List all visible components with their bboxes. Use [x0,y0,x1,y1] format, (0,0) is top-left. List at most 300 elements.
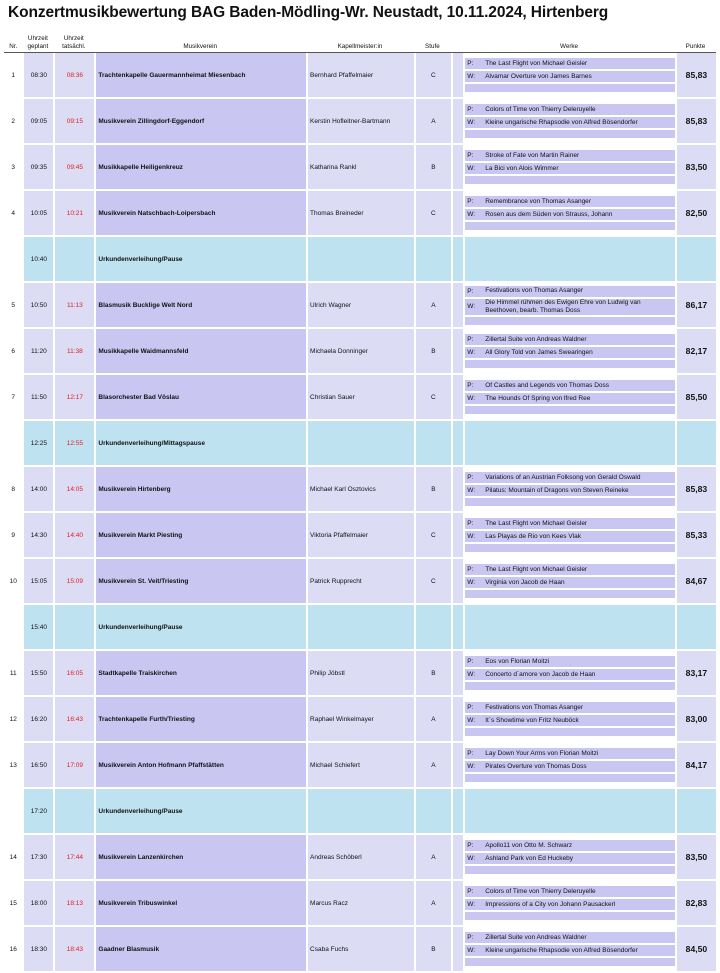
empty-cell [306,237,414,283]
row-nr: 8 [4,467,22,513]
werke-cell [463,927,675,973]
werk-pflicht-text: Colors of Time von Thierry Deleruyelle [485,105,596,113]
werk-pflicht-text: Apollo11 von Otto M. Schwarz [485,841,573,849]
werk-label-w: W: [467,855,476,862]
stufe: A [414,835,451,881]
punkte: 85,83 [675,467,716,513]
empty-cell [414,605,451,651]
werk-label-p: P: [467,287,474,295]
kapellmeister: Christian Sauer [306,375,414,421]
label-column [451,99,463,145]
label-column [451,835,463,881]
werke-cell [463,53,675,99]
musikverein: Musikverein Natschbach-Loipersbach [94,191,306,237]
table-row [4,559,716,605]
row-nr: 4 [4,191,22,237]
time-actual [53,237,94,283]
werk-label-w: W: [467,73,476,80]
werk-wahl [465,669,675,680]
werke-cell [463,145,675,191]
header-kapellmeister: Kapellmeister:in [306,30,414,53]
musikverein: Musikverein Tribuswinkel [94,881,306,927]
header-musikverein: Musikverein [94,30,306,53]
werk-pflicht-text: The Last Flight von Michael Geisler [485,519,588,527]
label-column [451,513,463,559]
table-row [4,283,716,329]
werk-wahl-text: The Hounds Of Spring von lfred Ree [485,394,591,402]
time-actual: 17:44 [53,835,94,881]
musikverein: Musikverein Anton Hofmann Pfaffstätten [94,743,306,789]
werk-label-p: P: [467,60,474,67]
werk-label-w: W: [467,947,476,954]
werk-pflicht [465,702,675,713]
punkte: 86,17 [675,283,716,329]
kapellmeister: Viktoria Pfaffelmaier [306,513,414,559]
row-nr: 10 [4,559,22,605]
pause-row [4,789,716,835]
kapellmeister: Michael Karl Osztovics [306,467,414,513]
label-column [451,145,463,191]
kapellmeister: Marcus Racz [306,881,414,927]
time-planned: 11:20 [22,329,53,375]
kapellmeister: Patrick Rupprecht [306,559,414,605]
werke-cell [463,329,675,375]
row-nr: 14 [4,835,22,881]
werk-pflicht [465,58,675,69]
time-actual: 08:36 [53,53,94,99]
kapellmeister: Philip Jöbstl [306,651,414,697]
werk-label-p: P: [467,658,474,665]
time-actual [53,789,94,835]
stufe: A [414,697,451,743]
werk-pflicht-text: The Last Flight von Michael Geisler [485,565,588,573]
werk-label-w: W: [467,533,476,540]
empty-cell [306,421,414,467]
empty-cell [414,421,451,467]
werk-wahl-text: Rosen aus dem Süden von Strauss, Johann [485,210,613,218]
table-row [4,835,716,881]
empty-cell [451,237,463,283]
kapellmeister: Raphael Winkelmayer [306,697,414,743]
werk-pflicht [465,286,675,297]
werk-label-w: W: [467,487,476,494]
werk-wahl [465,163,675,174]
label-column [451,283,463,329]
label-column [451,881,463,927]
pause-row [4,237,716,283]
werk-wahl [465,899,675,910]
punkte: 85,33 [675,513,716,559]
musikverein: Stadtkapelle Traiskirchen [94,651,306,697]
stufe: A [414,743,451,789]
time-actual: 16:43 [53,697,94,743]
werk-spacer [465,728,675,736]
werk-pflicht [465,748,675,759]
time-actual [53,605,94,651]
time-actual: 09:15 [53,99,94,145]
empty-cell [451,789,463,835]
time-planned: 09:35 [22,145,53,191]
results-table [4,30,716,973]
stufe: A [414,99,451,145]
werk-pflicht-text: Festivations von Thomas Asanger [485,703,584,711]
werk-pflicht-text: Festivations von Thomas Asanger [485,287,584,294]
label-column [451,467,463,513]
musikverein: Musikverein Zillingdorf-Eggendorf [94,99,306,145]
time-planned: 17:20 [22,789,53,835]
row-nr [4,421,22,467]
werk-wahl [465,531,675,542]
table-header-row [4,30,716,53]
table-row [4,191,716,237]
werk-label-p: P: [467,336,474,343]
time-planned: 16:20 [22,697,53,743]
werke-cell [463,99,675,145]
werk-wahl-text: Kleine ungarische Rhapsodie von Alfred Bösendorfer [485,946,638,954]
kapellmeister: Kerstin Hofleitner-Bartmann [306,99,414,145]
stufe: C [414,53,451,99]
row-nr: 7 [4,375,22,421]
row-nr [4,789,22,835]
empty-cell [675,237,716,283]
punkte: 84,67 [675,559,716,605]
musikverein: Musikkapelle Waidmannsfeld [94,329,306,375]
werk-label-w: W: [467,165,476,172]
werk-pflicht-text: Stroke of Fate von Martin Rainer [485,151,580,159]
table-row [4,697,716,743]
werke-cell [463,283,675,329]
empty-cell [675,605,716,651]
werk-pflicht [465,564,675,575]
time-actual: 12:17 [53,375,94,421]
empty-cell [463,421,675,467]
werk-wahl [465,715,675,726]
kapellmeister: Michael Schiefert [306,743,414,789]
time-actual: 09:45 [53,145,94,191]
row-nr: 16 [4,927,22,973]
table-row [4,53,716,99]
pause-label: Urkundenverleihung/Mittagspause [94,421,306,467]
punkte: 82,50 [675,191,716,237]
werk-wahl [465,761,675,772]
time-planned: 12:25 [22,421,53,467]
row-nr: 9 [4,513,22,559]
werke-cell [463,651,675,697]
werk-pflicht-text: Remembrance von Thomas Asanger [485,197,591,205]
empty-cell [451,605,463,651]
row-nr: 5 [4,283,22,329]
time-planned: 10:40 [22,237,53,283]
punkte: 85,83 [675,53,716,99]
stufe: C [414,559,451,605]
label-column [451,697,463,743]
stufe: A [414,881,451,927]
pause-row [4,421,716,467]
werk-pflicht [465,150,675,161]
time-actual: 14:05 [53,467,94,513]
werk-pflicht [465,518,675,529]
werk-label-p: P: [467,106,474,113]
label-column [451,743,463,789]
label-column [451,53,463,99]
werk-label-w: W: [467,717,476,724]
header-geplant: Uhrzeit geplant [22,30,53,53]
werk-pflicht-text: Zillertal Suite von Andreas Waldner [485,933,587,941]
time-planned: 10:50 [22,283,53,329]
musikverein: Musikverein Markt Piesting [94,513,306,559]
time-actual: 15:09 [53,559,94,605]
time-planned: 15:40 [22,605,53,651]
werk-wahl-text: La Bici von Alois Wimmer [485,164,559,172]
musikverein: Musikverein St. Veit/Triesting [94,559,306,605]
kapellmeister: Ulrich Wagner [306,283,414,329]
row-nr [4,237,22,283]
row-nr: 2 [4,99,22,145]
pause-row [4,605,716,651]
stufe: A [414,283,451,329]
werke-cell [463,835,675,881]
musikverein: Musikkapelle Heiligenkreuz [94,145,306,191]
werk-wahl [465,71,675,82]
werk-spacer [465,498,675,506]
werk-pflicht-text: Colors of Time von Thierry Deleruyelle [485,887,596,895]
musikverein: Gaadner Blasmusik [94,927,306,973]
werk-label-p: P: [467,152,474,159]
table-row [4,513,716,559]
punkte: 83,50 [675,145,716,191]
werk-spacer [465,544,675,552]
musikverein: Musikverein Hirtenberg [94,467,306,513]
werke-cell [463,697,675,743]
punkte: 82,83 [675,881,716,927]
musikverein: Blasorchester Bad Vöslau [94,375,306,421]
time-actual: 12:55 [53,421,94,467]
werke-cell [463,513,675,559]
werk-spacer [465,130,675,138]
werk-label-p: P: [467,842,474,849]
time-actual: 14:40 [53,513,94,559]
werk-wahl-text: Ashland Park von Ed Huckeby [485,854,574,862]
werk-spacer [465,176,675,184]
werk-pflicht [465,196,675,207]
werke-cell [463,467,675,513]
time-planned: 10:05 [22,191,53,237]
empty-cell [675,789,716,835]
stufe: B [414,651,451,697]
werk-label-p: P: [467,934,474,941]
time-planned: 15:05 [22,559,53,605]
row-nr: 11 [4,651,22,697]
werk-wahl [465,485,675,496]
header-nr: Nr. [4,30,22,53]
kapellmeister: Michaela Donninger [306,329,414,375]
werk-pflicht-text: The Last Flight von Michael Geisler [485,59,588,67]
werk-pflicht [465,656,675,667]
werk-label-p: P: [467,566,474,573]
empty-cell [414,789,451,835]
werk-spacer [465,590,675,598]
empty-cell [463,237,675,283]
pause-label: Urkundenverleihung/Pause [94,605,306,651]
werk-label-w: W: [467,211,476,218]
werke-cell [463,881,675,927]
empty-cell [463,605,675,651]
table-row [4,743,716,789]
werk-spacer [465,912,675,920]
pause-label: Urkundenverleihung/Pause [94,789,306,835]
table-row [4,651,716,697]
table-body [4,53,716,973]
time-planned: 09:05 [22,99,53,145]
werk-wahl-text: Pirates Overture von Thomas Doss [485,762,587,770]
time-actual: 16:05 [53,651,94,697]
empty-cell [306,789,414,835]
werk-pflicht [465,840,675,851]
header-werke: Werke [463,30,675,53]
werk-spacer [465,958,675,966]
header-punkte: Punkte [675,30,716,53]
kapellmeister: Csaba Fuchs [306,927,414,973]
stufe: C [414,191,451,237]
werk-wahl [465,393,675,404]
werk-pflicht-text: Eos von Florian Moitzi [485,657,550,665]
werk-wahl [465,347,675,358]
table-row [4,145,716,191]
empty-cell [414,237,451,283]
werk-label-w: W: [467,671,476,678]
table-row [4,927,716,973]
werk-label-p: P: [467,888,474,895]
werk-label-p: P: [467,520,474,527]
page-title: Konzertmusikbewertung BAG Baden-Mödling-Wr. Neustadt, 10.11.2024, Hirtenberg [8,4,609,21]
werk-pflicht [465,932,675,943]
punkte: 83,00 [675,697,716,743]
werke-cell [463,743,675,789]
werk-label-w: W: [467,119,476,126]
werk-spacer [465,84,675,92]
table-row [4,881,716,927]
werk-wahl-text: It´s Showtime von Fritz Neuböck [485,716,579,724]
werk-pflicht [465,472,675,483]
werk-label-w: W: [467,579,476,586]
row-nr: 1 [4,53,22,99]
werk-pflicht [465,886,675,897]
werk-pflicht-text: Variations of an Austrian Folksong von Gerald Oswald [485,473,641,481]
werk-wahl [465,209,675,220]
table-row [4,467,716,513]
werk-pflicht [465,380,675,391]
stufe: B [414,467,451,513]
time-planned: 08:30 [22,53,53,99]
label-column [451,651,463,697]
werk-pflicht [465,334,675,345]
empty-cell [306,605,414,651]
werke-cell [463,375,675,421]
punkte: 84,17 [675,743,716,789]
time-actual: 18:13 [53,881,94,927]
werk-wahl-text: Concerto d´amore von Jacob de Haan [485,670,596,678]
kapellmeister: Andreas Schöberl [306,835,414,881]
row-nr: 15 [4,881,22,927]
werk-spacer [465,222,675,230]
kapellmeister: Katharina Rankl [306,145,414,191]
time-planned: 17:30 [22,835,53,881]
time-actual: 10:21 [53,191,94,237]
time-planned: 15:50 [22,651,53,697]
label-column [451,927,463,973]
punkte: 85,50 [675,375,716,421]
label-column [451,559,463,605]
werk-label-p: P: [467,198,474,205]
werk-wahl [465,117,675,128]
kapellmeister: Bernhard Pfaffelmaier [306,53,414,99]
werk-label-p: P: [467,382,474,389]
time-planned: 16:50 [22,743,53,789]
time-planned: 11:50 [22,375,53,421]
row-nr: 13 [4,743,22,789]
table-row [4,99,716,145]
werk-spacer [465,866,675,874]
row-nr [4,605,22,651]
stufe: B [414,927,451,973]
werk-wahl-text: Las Playas de Rio von Kees Vlak [485,532,581,540]
time-actual: 11:13 [53,283,94,329]
punkte: 85,83 [675,99,716,145]
werk-label-w: W: [467,763,476,770]
label-column [451,191,463,237]
werk-wahl-text: Kleine ungarische Rhapsodie von Alfred Bösendorfer [485,118,638,126]
stufe: C [414,375,451,421]
musikverein: Musikverein Lanzenkirchen [94,835,306,881]
werk-spacer [465,774,675,782]
header-spacer [451,30,463,53]
pause-label: Urkundenverleihung/Pause [94,237,306,283]
stufe: B [414,329,451,375]
werk-pflicht [465,104,675,115]
punkte: 82,17 [675,329,716,375]
werk-wahl-text: Pilatus: Mountain of Dragons von Steven Reineke [485,486,629,494]
time-actual: 11:38 [53,329,94,375]
punkte: 83,50 [675,835,716,881]
table-row [4,375,716,421]
werk-wahl [465,853,675,864]
table-row [4,329,716,375]
werk-label-w: W: [467,349,476,356]
empty-cell [451,421,463,467]
werk-label-p: P: [467,750,474,757]
row-nr: 3 [4,145,22,191]
werk-wahl [465,577,675,588]
werk-label-w: W: [467,303,476,310]
header-tatsaechlich: Uhrzeit tatsächl. [53,30,94,53]
werk-label-w: W: [467,395,476,402]
werk-wahl-text: Alvamar Overture von James Barnes [485,72,592,80]
time-planned: 18:30 [22,927,53,973]
werke-cell [463,559,675,605]
stufe: B [414,145,451,191]
label-column [451,329,463,375]
time-planned: 14:00 [22,467,53,513]
row-nr: 6 [4,329,22,375]
werk-wahl [465,299,675,315]
werk-pflicht-text: Zillertal Suite von Andreas Waldner [485,335,587,343]
musikverein: Trachtenkapelle Furth/Triesting [94,697,306,743]
kapellmeister: Thomas Breineder [306,191,414,237]
time-actual: 17:09 [53,743,94,789]
header-stufe: Stufe [414,30,451,53]
label-column [451,375,463,421]
werk-wahl-text: All Glory Told von James Swearingen [485,348,593,356]
